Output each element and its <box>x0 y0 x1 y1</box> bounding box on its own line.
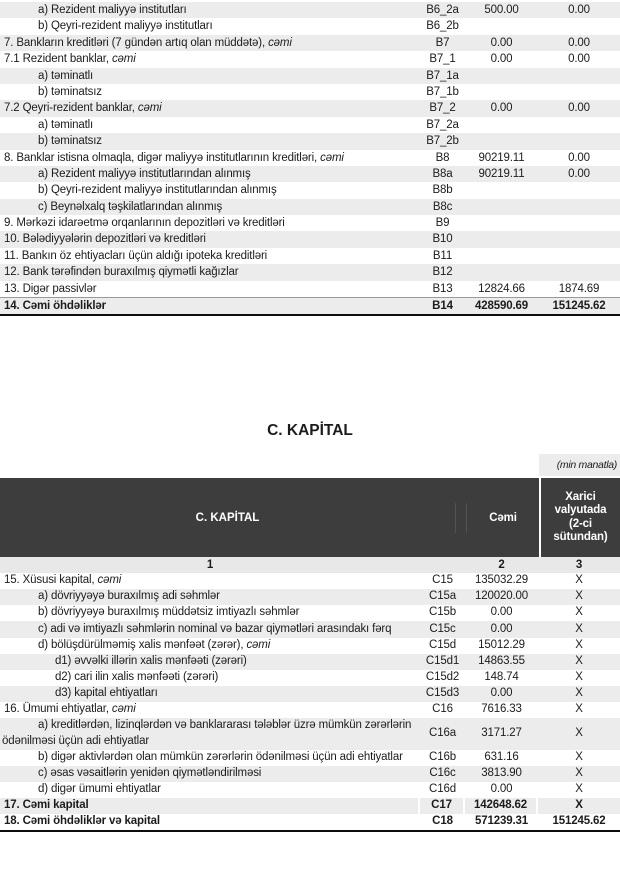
row-label <box>0 18 420 34</box>
row-label <box>0 605 420 621</box>
row-code: C16b <box>429 751 456 764</box>
row-label <box>0 51 420 67</box>
table-row <box>0 182 620 198</box>
row-value-total: 0.00 <box>490 686 513 699</box>
row-value-total: 631.16 <box>484 751 519 764</box>
row-label-italic-suffix: cəmi <box>137 102 162 115</box>
row-label <box>0 573 420 589</box>
header-cell-fx: Xarici valyutada (2-ci sütundan) <box>539 478 620 557</box>
row-label-italic-suffix: cəmi <box>268 36 292 49</box>
row-value-fx: X <box>575 783 583 796</box>
row-value-fx: X <box>575 767 583 780</box>
row-label-text: b) Qeyri-rezident maliyyə institutları <box>38 20 213 33</box>
row-label-text: 15. Xüsusi kapital, <box>4 574 98 587</box>
row-value-fx: 0.00 <box>568 53 590 66</box>
row-label <box>0 248 420 264</box>
row-label <box>0 2 420 18</box>
row-label-text: c) Beynəlxalq təşkilatlarından alınmış <box>38 200 223 213</box>
row-label-text: 10. Bələdiyyələrin depozitləri və kreditləri <box>4 233 206 246</box>
row-code: B8b <box>432 184 453 197</box>
row-code: B9 <box>435 217 450 230</box>
row-value-fx: X <box>538 798 620 814</box>
row-label-text: a) Rezident maliyyə institutlarından alınmış <box>38 167 251 180</box>
row-code: B10 <box>432 233 453 246</box>
row-code: B6_2a <box>426 4 459 16</box>
table-row <box>0 589 620 605</box>
table-row <box>0 100 620 116</box>
row-label-text: c) adi və imtiyazlı səhmlərin nominal və bazar qiymətləri arasındakı fərq <box>38 622 392 635</box>
row-value-fx: X <box>575 686 583 699</box>
row-label-text: b) digər aktivlərdən olan mümkün zərərlərin ödənilməsi üçün adi ehtiyatlar <box>38 751 403 764</box>
financial-report-page <box>0 2 620 890</box>
table-row <box>0 670 620 686</box>
row-code: B8a <box>432 167 453 180</box>
row-value-total: 148.74 <box>484 670 519 683</box>
table-row <box>0 766 620 782</box>
row-code: B11 <box>432 249 453 262</box>
row-label <box>0 182 420 198</box>
table-row <box>0 68 620 84</box>
table-row <box>0 798 620 814</box>
row-value-fx: 1874.69 <box>558 282 600 295</box>
row-value-total: 135032.29 <box>474 574 528 587</box>
table-row <box>0 605 620 621</box>
row-code: B6_2b <box>426 20 459 33</box>
row-label-italic-suffix: cəmi <box>246 638 271 651</box>
row-label-text: 9. Mərkəzi idarəetmə orqanlarının depozitləri və kreditləri <box>4 217 285 230</box>
row-label-text: 14. Cəmi öhdəliklər <box>4 300 106 313</box>
row-code: C16 <box>432 702 453 715</box>
row-label <box>0 702 420 718</box>
row-label-text: 7. Bankların kreditləri (7 gündən artıq olan müddətə), <box>4 36 269 49</box>
row-code: B7 <box>435 36 450 49</box>
row-label-text: b) dövriyyəyə buraxılmış müddətsiz imtiyazlı səhmlər <box>38 606 300 619</box>
row-label-text: 18. Cəmi öhdəliklər və kapital <box>4 815 160 828</box>
table-row <box>0 51 620 67</box>
row-label <box>0 68 420 84</box>
header-cell-total: Cəmi <box>489 511 517 524</box>
table-row <box>0 248 620 264</box>
row-value-total: 0.00 <box>490 36 513 49</box>
table-row <box>0 750 620 767</box>
row-code: C15d <box>429 638 456 651</box>
row-code: C15a <box>429 590 456 603</box>
row-label <box>0 654 420 670</box>
table-row <box>0 638 620 654</box>
row-label-text: 11. Bankın öz ehtiyacları üçün aldığı ipoteka kreditləri <box>4 249 268 262</box>
row-label-italic-suffix: cəmi <box>111 702 136 715</box>
table-row <box>0 231 620 247</box>
table-row <box>0 281 620 297</box>
row-value-total: 0.00 <box>490 53 513 66</box>
row-label-text: a) kreditlərdən, lizinqlərdən və banklararası tələblər üzrə mümkün zərərlərin ödənilməsi üçün adi ehtiyatlar <box>2 719 412 747</box>
table-row <box>0 654 620 670</box>
row-value-fx: 151245.62 <box>552 300 606 313</box>
row-value-total: 0.00 <box>490 783 513 796</box>
table-row <box>0 573 620 589</box>
colnum-2: 2 <box>498 559 505 572</box>
row-code: B8 <box>435 151 450 164</box>
header-cell-spacer <box>455 478 467 557</box>
unit-note-row <box>0 454 620 476</box>
row-code: B7_1b <box>426 85 459 98</box>
table-row <box>0 133 620 149</box>
table-row <box>0 702 620 718</box>
row-value-total: 14863.55 <box>478 654 525 667</box>
row-label-text: a) təminatlı <box>38 118 94 131</box>
row-label-text: a) Rezident maliyyə institutları <box>38 4 187 16</box>
row-label <box>0 133 420 149</box>
row-value-total: 120020.00 <box>474 590 528 603</box>
row-label <box>0 298 420 314</box>
row-label-text: c) əsas vəsaitlərin yenidən qiymətləndirilməsi <box>38 767 262 780</box>
row-label <box>0 100 420 116</box>
row-value-fx: 151245.62 <box>552 815 606 828</box>
row-label <box>0 622 420 638</box>
table-row <box>0 35 620 51</box>
row-code: C15b <box>429 606 456 619</box>
row-value-fx: X <box>575 702 583 715</box>
row-label-text: 12. Bank tərəfindən buraxılmış qiymətli kağızlar <box>4 266 239 279</box>
row-label-text: b) Qeyri-rezident maliyyə institutlarından alınmış <box>38 184 277 197</box>
row-value-fx: X <box>575 751 583 764</box>
row-label-italic-suffix: cəmi <box>97 574 122 587</box>
row-code: B12 <box>432 266 453 279</box>
row-value-total: 571239.31 <box>474 815 528 828</box>
row-label-text: a) dövriyyəyə buraxılmış adi səhmlər <box>38 590 220 603</box>
row-label <box>0 798 418 814</box>
row-label <box>0 686 420 702</box>
table-row <box>0 814 620 832</box>
row-label-text: d) bölüşdürülməmiş xalis mənfəət (zərər), <box>38 638 247 651</box>
row-label <box>0 166 420 182</box>
row-value-total: 90219.11 <box>478 167 525 180</box>
row-label-text: 7.2 Qeyri-rezident banklar, <box>4 102 138 115</box>
row-label <box>0 638 420 654</box>
row-value-fx: X <box>575 638 583 651</box>
row-label-text: d3) kapital ehtiyatları <box>55 686 158 699</box>
row-code: C15d3 <box>425 686 460 699</box>
row-label <box>0 231 420 247</box>
row-label <box>0 84 420 100</box>
row-label <box>0 782 420 798</box>
row-value-fx: X <box>575 590 583 603</box>
row-code: C16a <box>429 726 456 739</box>
row-code: C15d1 <box>425 654 460 667</box>
row-code: C17 <box>420 798 463 814</box>
row-value-total: 12824.66 <box>478 282 525 295</box>
row-label-text: d) digər ümumi ehtiyatlar <box>38 783 161 796</box>
row-value-total: 142648.62 <box>465 798 536 814</box>
row-label-text: d2) cari ilin xalis mənfəəti (zərəri) <box>55 670 219 683</box>
header-cell-title: C. KAPİTAL <box>195 511 260 524</box>
row-value-fx: 0.00 <box>568 36 590 49</box>
table-row <box>0 297 620 316</box>
colnum-3: 3 <box>575 559 583 572</box>
row-label <box>0 215 420 231</box>
table-row <box>0 117 620 133</box>
row-code: C15 <box>432 574 453 587</box>
table-row <box>0 621 620 638</box>
row-label-italic-suffix: cəmi <box>111 53 136 66</box>
column-number-row <box>0 557 620 573</box>
row-value-total: 7616.33 <box>481 702 522 715</box>
table-row <box>0 215 620 231</box>
row-value-fx: 0.00 <box>568 4 590 16</box>
row-value-fx: 0.00 <box>568 167 590 180</box>
row-code: C16c <box>429 767 456 780</box>
row-code: B8c <box>432 200 453 213</box>
row-label <box>0 264 420 280</box>
table-row <box>0 686 620 702</box>
row-value-total: 3813.90 <box>481 767 522 780</box>
row-value-total: 500.00 <box>484 4 519 16</box>
row-value-fx: 0.00 <box>568 151 590 164</box>
capital-table <box>0 573 620 832</box>
colnum-1: 1 <box>206 559 214 572</box>
row-label <box>0 766 420 782</box>
row-code: B13 <box>432 282 453 295</box>
row-label-text: b) təminatsız <box>38 135 102 148</box>
row-label-text: 13. Digər passivlər <box>4 282 97 295</box>
table-row <box>0 84 620 100</box>
liabilities-table <box>0 2 620 316</box>
row-value-total: 0.00 <box>490 606 513 619</box>
row-label <box>0 150 420 166</box>
row-code: B7_1 <box>429 53 456 66</box>
row-value-total: 0.00 <box>490 622 513 635</box>
row-label-text: 7.1 Rezident banklar, <box>4 53 112 66</box>
row-value-fx: 0.00 <box>568 102 590 115</box>
table-row <box>0 264 620 280</box>
row-code: C18 <box>432 815 453 828</box>
row-value-total: 15012.29 <box>478 638 525 651</box>
row-label-text: b) təminatsız <box>38 85 102 98</box>
unit-note: (min manatla) <box>539 454 620 476</box>
row-label <box>0 750 420 766</box>
row-label <box>0 199 420 215</box>
row-label-text: 8. Banklar istisna olmaqla, digər maliyyə institutlarının kreditləri, <box>4 151 321 164</box>
capital-table-header <box>0 478 620 557</box>
row-code: B7_2 <box>429 102 456 115</box>
row-label <box>0 281 420 297</box>
row-value-total: 0.00 <box>490 102 513 115</box>
row-value-fx: X <box>575 670 583 683</box>
row-code: B14 <box>432 300 453 313</box>
section-title: C. KAPİTAL <box>267 422 353 440</box>
row-label-text: 17. Cəmi kapital <box>4 799 89 812</box>
row-label <box>0 35 420 51</box>
row-code: C16d <box>429 783 456 796</box>
row-value-total: 3171.27 <box>481 726 522 739</box>
row-code: B7_1a <box>426 69 459 82</box>
table-row <box>0 166 620 182</box>
row-label <box>0 117 420 133</box>
row-code: C15c <box>429 622 456 635</box>
row-label <box>0 589 420 605</box>
row-value-total: 428590.69 <box>474 300 528 313</box>
row-label <box>0 670 420 686</box>
row-code: B7_2b <box>426 135 459 148</box>
row-code: B7_2a <box>426 118 459 131</box>
table-row <box>0 150 620 166</box>
row-code: C15d2 <box>425 670 460 683</box>
table-row <box>0 2 620 18</box>
table-row <box>0 782 620 798</box>
table-row <box>0 18 620 34</box>
row-label-italic-suffix: cəmi <box>320 151 344 164</box>
row-label-text: 16. Ümumi ehtiyatlar, <box>4 702 112 715</box>
row-value-fx: X <box>575 654 583 667</box>
table-row <box>0 199 620 215</box>
row-label-text: a) təminatlı <box>38 69 94 82</box>
row-value-fx: X <box>575 726 583 739</box>
row-label <box>0 718 420 749</box>
row-value-fx: X <box>575 622 583 635</box>
table-row <box>0 718 620 750</box>
row-value-fx: X <box>575 606 583 619</box>
row-label-text: d1) əvvəlki illərin xalis mənfəəti (zərəri) <box>55 654 247 667</box>
row-label <box>0 814 420 830</box>
row-value-total: 90219.11 <box>478 151 525 164</box>
row-value-fx: X <box>575 574 583 587</box>
